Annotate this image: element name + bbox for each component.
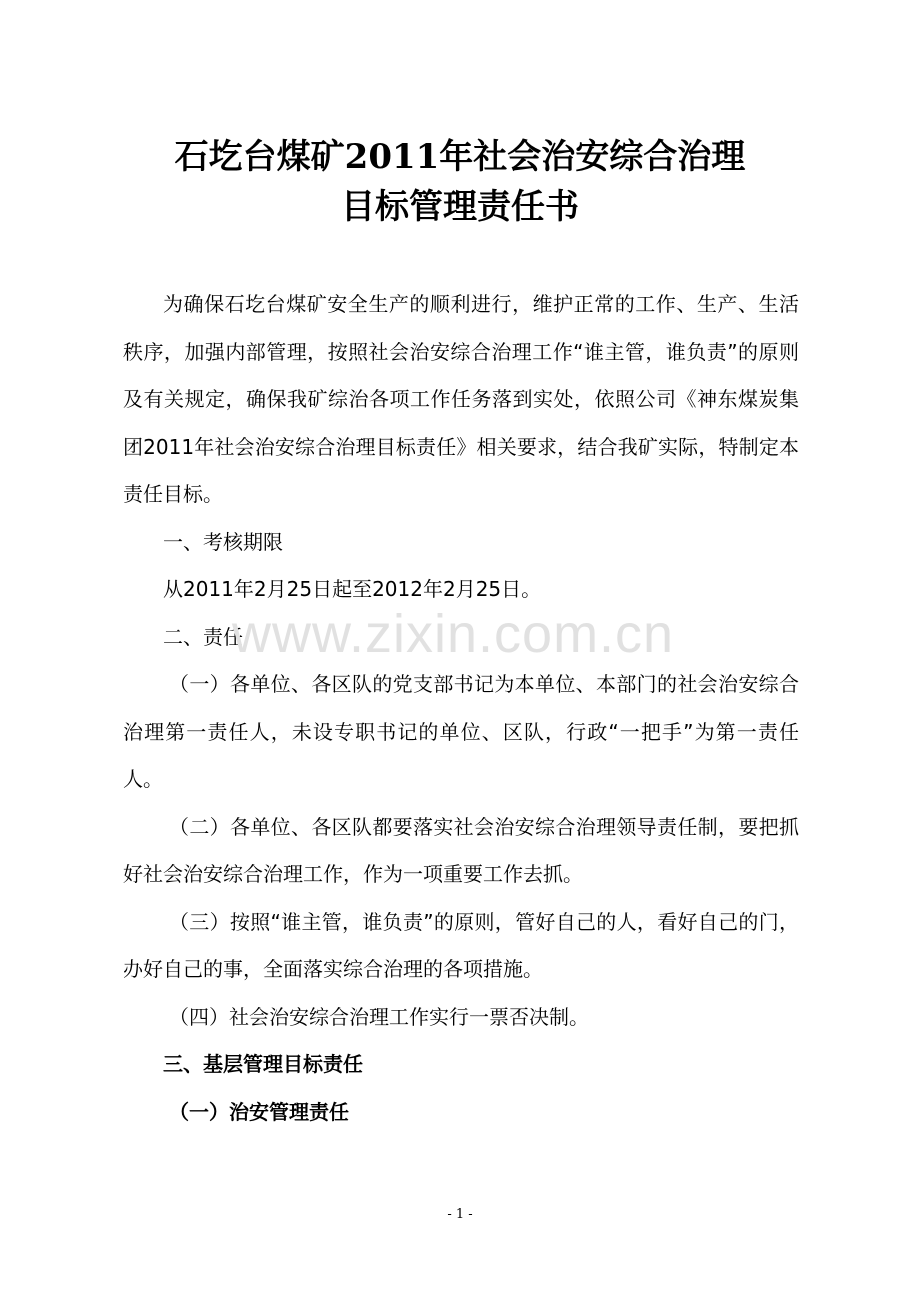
assessment-period-text: 从2011年2月25日起至2012年2月25日。: [163, 577, 542, 601]
subsection-heading-public-security: （一）治安管理责任: [169, 1099, 349, 1124]
document-title-line-2: 目标管理责任书: [341, 187, 579, 227]
section-heading-grassroots-management: 三、基层管理目标责任: [163, 1052, 363, 1076]
page-number: - 1 -: [447, 1207, 473, 1222]
intro-paragraph: 为确保石圪台煤矿安全生产的顺利进行，维护正常的工作、生产、生活秩序，加强内部管理，按照社会治安综合治理工作“谁主管，谁负责”的原则及有关规定，确保我矿综治各项工作任务落到实处，依照公司《神东煤炭集团2011年社会治安综合治理目标责任》相关要求，结合我矿实际，特制定本责任目标。: [123, 292, 799, 506]
responsibility-item-3: （三）按照“谁主管，谁负责”的原则，管好自己的人，看好自己的门，办好自己的事，全面落实综合治理的各项措施。: [123, 909, 799, 981]
document-body: [123, 281, 799, 1136]
responsibility-item-1: （一）各单位、各区队的党支部书记为本单位、本部门的社会治安综合治理第一责任人，未设专职书记的单位、区队，行政“一把手”为第一责任人。: [123, 672, 799, 791]
watermark-text: www.zixin.com.cn: [232, 604, 675, 664]
responsibility-item-2: （二）各单位、各区队都要落实社会治安综合治理领导责任制，要把抓好社会治安综合治理工作，作为一项重要工作去抓。: [123, 814, 799, 886]
section-heading-assessment-period: 一、考核期限: [163, 529, 283, 554]
responsibility-item-4: （四）社会治安综合治理工作实行一票否决制。: [169, 1004, 589, 1029]
section-heading-responsibility: 二、责任: [163, 624, 243, 649]
document-title-line-1: 石圪台煤矿2011年社会治安综合治理: [174, 137, 746, 177]
